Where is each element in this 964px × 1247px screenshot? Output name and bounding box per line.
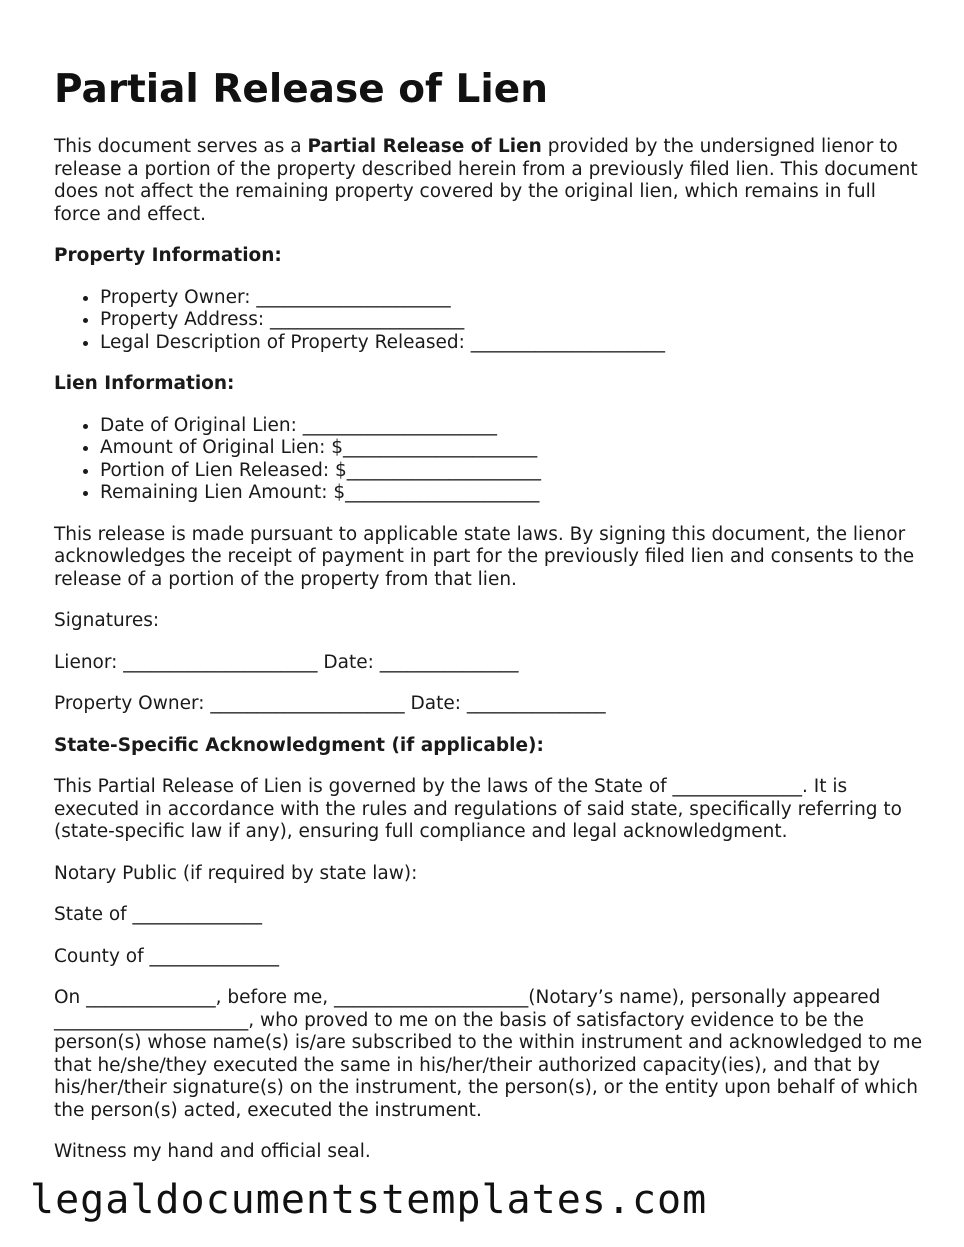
notary-county-line: County of ______________ xyxy=(54,945,279,967)
notary-state-line: State of ______________ xyxy=(54,904,263,925)
lien-info-list xyxy=(54,415,924,505)
intro-paragraph xyxy=(54,136,924,226)
original-lien-amount-field: • Amount of Original Lien: $_____________________ xyxy=(100,437,924,460)
lien-info-heading: Lien Information: xyxy=(54,373,235,394)
portion-released-field: • Portion of Lien Released: $_____________________ xyxy=(100,460,924,483)
intro-text-after: provided by the undersigned lienor to release a portion of the property described herein from a previously filed lien. This document does not affect the remaining property covered by the original lien, which remains in full force and effect. xyxy=(54,136,918,225)
notary-label: Notary Public (if required by state law): xyxy=(54,862,418,884)
property-info-list xyxy=(54,287,924,355)
remaining-lien-field: • Remaining Lien Amount: $_____________________ xyxy=(100,482,924,505)
owner-signature-line: Property Owner: _____________________ Date: _______________ xyxy=(54,693,606,714)
property-info-heading: Property Information: xyxy=(54,245,282,266)
site-watermark: legaldocumentstemplates.com xyxy=(30,1177,708,1223)
intro-text-before: This document serves as a xyxy=(54,136,308,157)
legal-description-field: • Legal Description of Property Released: _____________________ xyxy=(100,332,924,355)
state-ack-paragraph: This Partial Release of Lien is governed by the laws of the State of ______________. It is executed in accordance with the rules and regulations of said state, specifically referring to (state-specific law if any), ensuring full compliance and legal acknowledgment. xyxy=(54,776,902,842)
release-paragraph: This release is made pursuant to applicable state laws. By signing this document, the lienor acknowledges the receipt of payment in part for the previously filed lien and consents to the release of a portion of the property from that lien. xyxy=(54,523,915,590)
property-owner-field: • Property Owner: _____________________ xyxy=(100,287,924,310)
witness-line: Witness my hand and official seal. xyxy=(54,1141,371,1162)
property-address-field: • Property Address: _____________________ xyxy=(100,309,924,332)
document-title: Partial Release of Lien xyxy=(54,67,548,112)
original-lien-date-field: • Date of Original Lien: _____________________ xyxy=(100,415,924,438)
document-body xyxy=(54,66,924,1164)
state-ack-heading: State-Specific Acknowledgment (if applicable): xyxy=(54,734,544,756)
notary-paragraph: On ______________, before me, _____________________(Notary’s name), personally appeared _____________________, who proved to me on the basis of satisfactory evidence to be the person(s) whose name(s) is/are subscribed to the within instrument and acknowledged to me that he/she/they executed the same in his/her/their authorized capacity(ies), and that by his/her/their signature(s) on the instrument, the person(s), or the entity upon behalf of which the person(s) acted, executed the instrument. xyxy=(54,987,923,1121)
lienor-signature-line: Lienor: _____________________ Date: _______________ xyxy=(54,651,519,673)
intro-text-bold: Partial Release of Lien xyxy=(307,136,542,157)
signatures-label: Signatures: xyxy=(54,610,160,631)
